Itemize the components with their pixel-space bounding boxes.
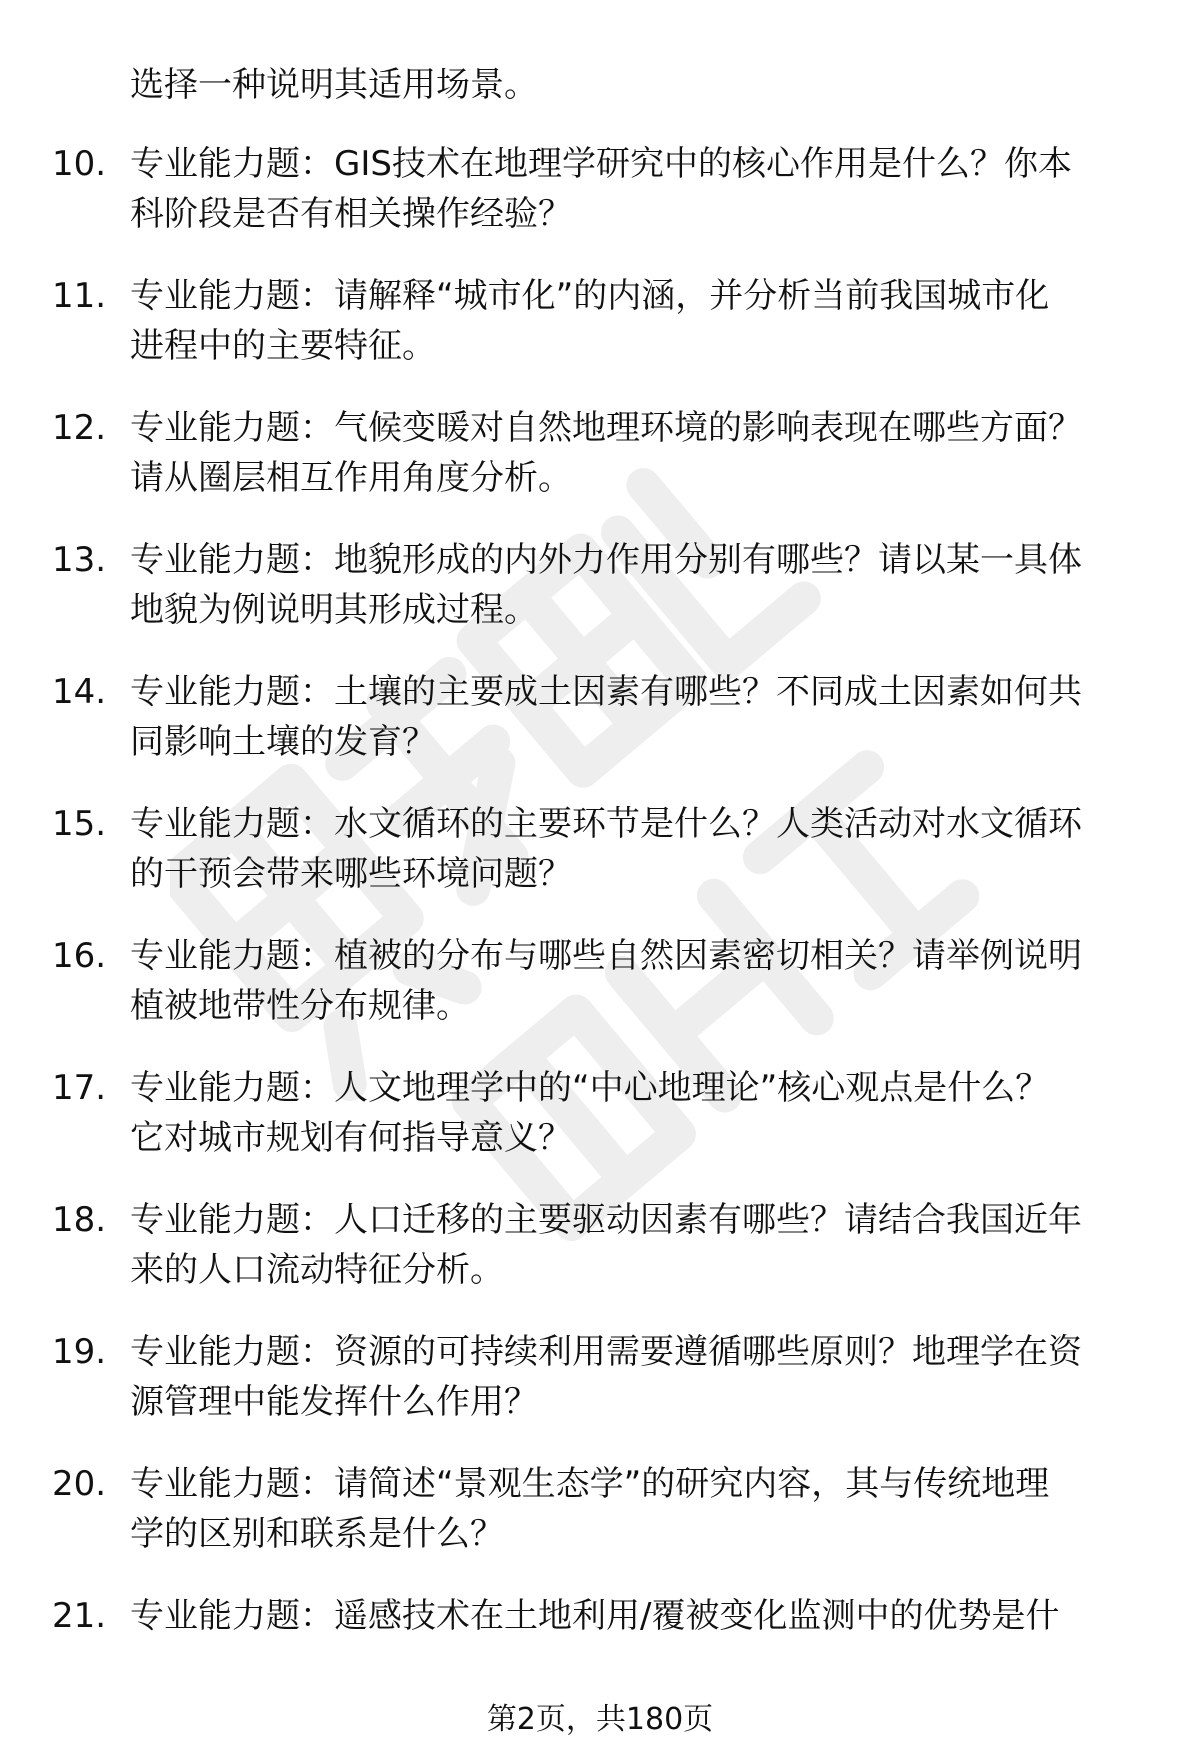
question-text	[130, 403, 1140, 503]
question-line: 专业能力题：遥感技术在土地利用/覆被变化监测中的优势是什	[130, 1596, 1060, 1636]
question-text	[130, 1063, 1140, 1163]
question-number: 11.	[52, 276, 107, 316]
question-line: 源管理中能发挥什么作用？	[130, 1382, 538, 1422]
question-line: 科阶段是否有相关操作经验？	[130, 194, 572, 234]
question-line: 专业能力题：水文循环的主要环节是什么？人类活动对水文循环	[130, 804, 1082, 844]
question-line: 来的人口流动特征分析。	[130, 1250, 504, 1290]
question-number: 21.	[52, 1596, 107, 1636]
question-text	[130, 1591, 1140, 1641]
question-number: 16.	[52, 936, 107, 976]
question-item	[0, 1327, 1200, 1459]
question-text	[130, 139, 1140, 239]
question-line: 它对城市规划有何指导意义？	[130, 1118, 572, 1158]
question-line: 专业能力题：地貌形成的内外力作用分别有哪些？请以某一具体	[130, 540, 1082, 580]
question-item	[0, 931, 1200, 1063]
question-number: 17.	[52, 1068, 107, 1108]
question-line: 专业能力题：气候变暖对自然地理环境的影响表现在哪些方面？	[130, 408, 1082, 448]
question-number: 10.	[52, 144, 107, 184]
question-line: 专业能力题：GIS技术在地理学研究中的核心作用是什么？你本	[130, 144, 1072, 184]
question-line: 专业能力题：人文地理学中的“中心地理论”核心观点是什么？	[130, 1068, 1050, 1108]
page-number-footer: 第2页，共180页	[486, 1702, 714, 1737]
question-line: 专业能力题：植被的分布与哪些自然因素密切相关？请举例说明	[130, 936, 1082, 976]
question-text	[130, 799, 1140, 899]
question-line: 学的区别和联系是什么？	[130, 1514, 504, 1554]
question-text	[130, 931, 1140, 1031]
question-text	[130, 535, 1140, 635]
question-item	[0, 1063, 1200, 1195]
question-line: 进程中的主要特征。	[130, 326, 436, 366]
question-item	[0, 667, 1200, 799]
question-item	[0, 799, 1200, 931]
question-item	[0, 1459, 1200, 1591]
question-line: 专业能力题：土壤的主要成土因素有哪些？不同成土因素如何共	[130, 672, 1082, 712]
question-number: 18.	[52, 1200, 107, 1240]
question-item	[0, 1195, 1200, 1327]
question-list	[0, 139, 1200, 1723]
question-text	[130, 1327, 1140, 1427]
question-number: 12.	[52, 408, 107, 448]
question-number: 13.	[52, 540, 107, 580]
question-item	[0, 271, 1200, 403]
question-text	[130, 271, 1140, 371]
question-text	[130, 667, 1140, 767]
question-line: 请从圈层相互作用角度分析。	[130, 458, 572, 498]
question-number: 15.	[52, 804, 107, 844]
question-item	[0, 535, 1200, 667]
question-line: 专业能力题：请简述“景观生态学”的研究内容，其与传统地理	[130, 1464, 1050, 1504]
question-text	[130, 1459, 1140, 1559]
question-number: 20.	[52, 1464, 107, 1504]
question-line: 的干预会带来哪些环境问题？	[130, 854, 572, 894]
question-line: 专业能力题：人口迁移的主要驱动因素有哪些？请结合我国近年	[130, 1200, 1082, 1240]
question-line: 地貌为例说明其形成过程。	[130, 590, 538, 630]
question-item	[0, 403, 1200, 535]
question-number: 19.	[52, 1332, 107, 1372]
question-line: 专业能力题：请解释“城市化”的内涵，并分析当前我国城市化	[130, 276, 1050, 316]
continued-question-text: 选择一种说明其适用场景。	[130, 65, 538, 105]
question-line: 专业能力题：资源的可持续利用需要遵循哪些原则？地理学在资	[130, 1332, 1082, 1372]
question-line: 同影响土壤的发育？	[130, 722, 436, 762]
question-number: 14.	[52, 672, 107, 712]
question-item	[0, 139, 1200, 271]
question-text	[130, 1195, 1140, 1295]
question-line: 植被地带性分布规律。	[130, 986, 470, 1026]
